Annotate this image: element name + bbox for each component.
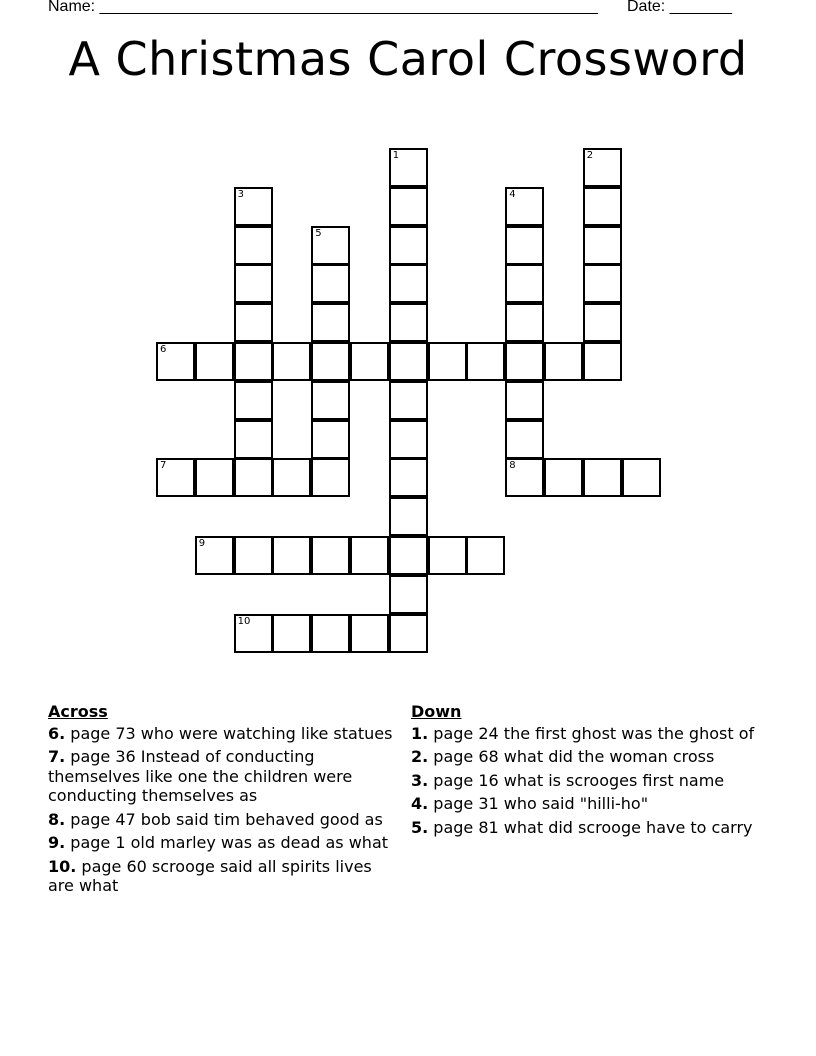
grid-cell[interactable] xyxy=(389,264,428,303)
grid-cell[interactable] xyxy=(389,226,428,265)
grid-cell[interactable] xyxy=(583,148,622,187)
grid-cell[interactable] xyxy=(505,187,544,226)
clue-number: 4. xyxy=(411,794,429,813)
grid-cell[interactable] xyxy=(505,458,544,497)
grid-cell[interactable] xyxy=(505,264,544,303)
across-clue xyxy=(48,724,398,744)
grid-cell[interactable] xyxy=(311,420,350,459)
grid-cell[interactable] xyxy=(272,342,311,381)
clue-text: page 73 who were watching like statues xyxy=(65,723,393,743)
grid-cell[interactable] xyxy=(350,536,389,575)
name-field-label: Name: ________________________________________________________ xyxy=(48,0,598,15)
across-clue xyxy=(48,857,398,896)
grid-cell[interactable] xyxy=(466,536,505,575)
grid-cell[interactable] xyxy=(234,381,273,420)
grid-cell[interactable] xyxy=(311,342,350,381)
grid-cell[interactable] xyxy=(389,458,428,497)
grid-cell[interactable] xyxy=(234,536,273,575)
down-clue xyxy=(411,747,761,767)
grid-cell[interactable] xyxy=(234,303,273,342)
grid-cell[interactable] xyxy=(583,187,622,226)
grid-cell[interactable] xyxy=(583,226,622,265)
down-clue xyxy=(411,724,761,744)
across-heading: Across xyxy=(48,702,108,721)
clue-text: page 24 the first ghost was the ghost of xyxy=(428,723,755,743)
grid-cell[interactable] xyxy=(272,458,311,497)
grid-cell[interactable] xyxy=(389,420,428,459)
grid-cell[interactable] xyxy=(389,497,428,536)
clue-number: 1. xyxy=(411,723,429,743)
grid-cell[interactable] xyxy=(234,226,273,265)
clue-number: 5. xyxy=(411,817,429,837)
clue-number: 6. xyxy=(48,723,66,743)
grid-cell[interactable] xyxy=(311,381,350,420)
grid-cell[interactable] xyxy=(234,420,273,459)
clue-text: page 31 who said "hilli-ho" xyxy=(428,794,649,813)
clue-text: page 60 scrooge said all spirits lives are what xyxy=(48,856,372,895)
grid-cell[interactable] xyxy=(505,381,544,420)
across-clue xyxy=(48,833,398,853)
clue-text: page 1 old marley was as dead as what xyxy=(65,833,389,852)
down-clues xyxy=(411,702,761,841)
grid-cell[interactable] xyxy=(583,342,622,381)
clue-number: 4 xyxy=(509,188,516,200)
clue-number: 1 xyxy=(392,150,400,161)
grid-cell[interactable] xyxy=(389,614,428,653)
clue-text: page 47 bob said tim behaved good as xyxy=(65,809,383,829)
grid-cell[interactable] xyxy=(466,342,505,381)
clue-number: 2. xyxy=(411,747,429,766)
grid-cell[interactable] xyxy=(428,536,467,575)
clue-number: 5 xyxy=(315,227,322,239)
grid-cell[interactable] xyxy=(195,536,234,575)
clue-number: 10 xyxy=(237,615,251,627)
clue-text: page 81 what did scrooge have to carry xyxy=(428,817,753,837)
grid-cell[interactable] xyxy=(622,458,661,497)
across-clue xyxy=(48,810,398,830)
clue-number: 9. xyxy=(48,833,66,852)
grid-cell[interactable] xyxy=(428,342,467,381)
grid-cell[interactable] xyxy=(544,458,583,497)
grid-cell[interactable] xyxy=(234,614,273,653)
grid-cell[interactable] xyxy=(311,536,350,575)
clue-number: 2 xyxy=(586,150,594,161)
grid-cell[interactable] xyxy=(195,458,234,497)
grid-cell[interactable] xyxy=(234,264,273,303)
grid-cell[interactable] xyxy=(234,342,273,381)
grid-cell[interactable] xyxy=(272,614,311,653)
grid-cell[interactable] xyxy=(311,264,350,303)
down-clue-list xyxy=(411,724,761,838)
grid-cell[interactable] xyxy=(311,226,350,265)
clue-number: 7. xyxy=(48,747,66,766)
grid-cell[interactable] xyxy=(389,536,428,575)
clue-number: 8 xyxy=(509,460,516,472)
grid-cell[interactable] xyxy=(311,614,350,653)
grid-cell[interactable] xyxy=(389,381,428,420)
grid-cell[interactable] xyxy=(156,342,195,381)
grid-cell[interactable] xyxy=(156,458,195,497)
grid-cell[interactable] xyxy=(311,458,350,497)
clue-text: page 36 Instead of conducting themselves like one the children were conducting themselves as xyxy=(48,747,353,805)
grid-cell[interactable] xyxy=(389,342,428,381)
clue-number: 10. xyxy=(48,856,77,876)
clue-number: 6 xyxy=(160,344,167,355)
grid-cell[interactable] xyxy=(583,264,622,303)
grid-cell[interactable] xyxy=(311,303,350,342)
page-title: A Christmas Carol Crossword xyxy=(68,32,748,86)
down-clue xyxy=(411,794,761,814)
grid-cell[interactable] xyxy=(505,420,544,459)
down-heading: Down xyxy=(411,702,462,721)
grid-cell[interactable] xyxy=(389,187,428,226)
clue-number: 9 xyxy=(198,538,206,549)
grid-cell[interactable] xyxy=(389,575,428,614)
clue-number: 7 xyxy=(160,460,167,472)
grid-cell[interactable] xyxy=(195,342,234,381)
grid-cell[interactable] xyxy=(505,303,544,342)
grid-cell[interactable] xyxy=(350,342,389,381)
clue-number: 3. xyxy=(411,770,429,790)
down-clue xyxy=(411,818,761,838)
grid-cell[interactable] xyxy=(583,303,622,342)
grid-cell[interactable] xyxy=(544,342,583,381)
down-clue xyxy=(411,771,761,791)
clue-number: 3 xyxy=(237,188,244,200)
grid-cell[interactable] xyxy=(505,342,544,381)
across-clue-list xyxy=(48,724,398,896)
grid-cell[interactable] xyxy=(234,458,273,497)
date-field-label: Date: _______ xyxy=(627,0,732,15)
clue-number: 8. xyxy=(48,809,66,829)
across-clues xyxy=(48,702,398,900)
grid-cell[interactable] xyxy=(350,614,389,653)
across-clue xyxy=(48,747,398,806)
grid-cell[interactable] xyxy=(234,187,273,226)
grid-cell[interactable] xyxy=(389,303,428,342)
clue-text: page 68 what did the woman cross xyxy=(428,747,715,766)
grid-cell[interactable] xyxy=(272,536,311,575)
grid-cell[interactable] xyxy=(505,226,544,265)
grid-cell[interactable] xyxy=(389,148,428,187)
grid-cell[interactable] xyxy=(583,458,622,497)
clue-text: page 16 what is scrooges first name xyxy=(428,770,725,790)
